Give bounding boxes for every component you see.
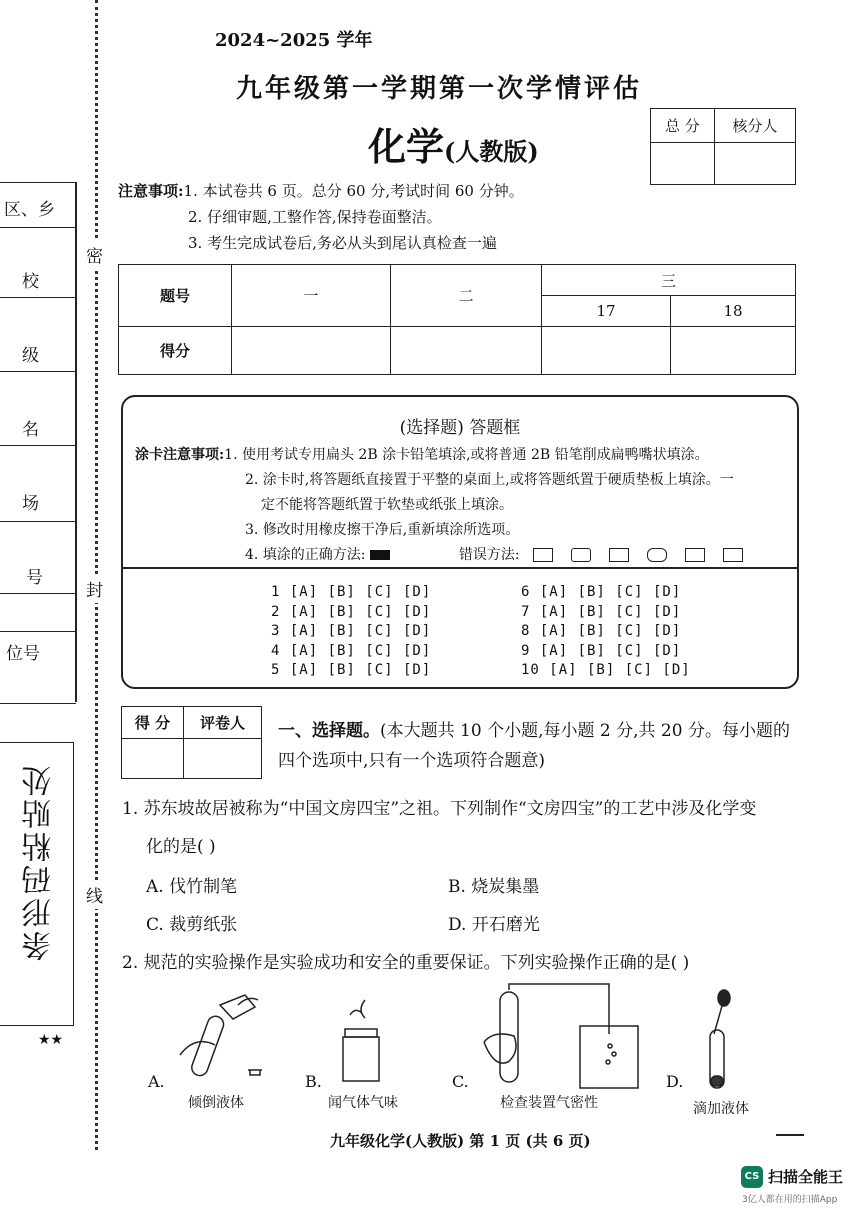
section-score-label: 得 分 <box>122 707 184 739</box>
notice-2b: 定不能将答题纸置于软垫或纸张上填涂。 <box>261 497 513 513</box>
answer-row-1[interactable]: 1 [A] [B] [C] [D] <box>271 584 432 600</box>
total-score-box <box>650 108 796 185</box>
notes-label: 注意事项: <box>118 182 184 200</box>
barcode-label: 条形码粘贴处 <box>22 763 57 961</box>
page-footer: 九年级化学(人教版) 第 1 页 (共 6 页) <box>330 1132 591 1150</box>
section-grader-label: 评卷人 <box>184 707 262 739</box>
label-district: 区、乡 <box>4 200 55 220</box>
score-cell-1[interactable] <box>232 327 391 375</box>
label-seat: 位号 <box>6 644 40 664</box>
label-number: 号 <box>26 568 43 588</box>
section-heading <box>278 716 790 776</box>
seal-char-mi: 密 <box>86 240 103 269</box>
section-score-box <box>121 706 262 779</box>
sub-col-17: 17 <box>542 296 671 327</box>
q2-stem: 2. 规范的实验操作是实验成功和安全的重要保证。下列实验操作正确的是( ) <box>122 953 690 973</box>
q1-option-a[interactable]: A. 伐竹制笔 <box>146 877 238 897</box>
total-score-cell[interactable] <box>651 143 715 185</box>
total-score-label: 总 分 <box>651 109 715 143</box>
answer-notices <box>135 443 752 568</box>
col-one: 一 <box>232 265 391 327</box>
section-score-cell[interactable] <box>122 739 184 779</box>
score-table <box>118 264 796 375</box>
seal-char-feng: 封 <box>86 574 103 603</box>
q2-option-b-caption: 闻气体气味 <box>328 1095 398 1111</box>
sub-col-18: 18 <box>671 296 796 327</box>
note-1: 1. 本试卷共 6 页。总分 60 分,考试时间 60 分钟。 <box>183 182 524 200</box>
dot-mark-icon <box>571 548 591 562</box>
answer-row-7[interactable]: 7 [A] [B] [C] [D] <box>521 603 682 620</box>
q1-option-c[interactable]: C. 裁剪纸张 <box>146 915 238 935</box>
notice-2: 2. 涂卡时,将答题纸直接置于平整的桌面上,或将答题纸置于硬质垫板上填涂。一 <box>245 472 734 488</box>
partial-mark-icon <box>685 548 705 562</box>
q1-option-d[interactable]: D. 开石磨光 <box>448 915 540 935</box>
correct-fill-icon <box>370 550 390 560</box>
col-three: 三 <box>542 265 796 296</box>
answer-row-8[interactable]: 8 [A] [B] [C] [D] <box>521 623 682 639</box>
binding-strip-border <box>75 182 77 702</box>
answer-row-9[interactable]: 9 [A] [B] [C] [D] <box>521 642 682 659</box>
seal-char-xian: 线 <box>86 880 103 909</box>
q2-option-a-letter[interactable]: A. <box>148 1072 165 1091</box>
airtightness-check-illustration <box>470 982 650 1090</box>
cross-mark-icon <box>609 548 629 562</box>
answer-rows-right <box>521 583 691 681</box>
q2-option-d-letter[interactable]: D. <box>666 1072 684 1091</box>
answer-box <box>121 395 799 689</box>
footer-dash <box>776 1134 804 1136</box>
section-heading-title: 一、选择题。 <box>278 721 380 741</box>
notice-label: 涂卡注意事项: <box>135 447 225 463</box>
note-2: 2. 仔细审题,工整作答,保持卷面整洁。 <box>188 208 442 226</box>
q2-option-b-letter[interactable]: B. <box>305 1072 322 1091</box>
answer-row-6[interactable]: 6 [A] [B] [C] [D] <box>521 584 682 600</box>
notice-4: 4. 填涂的正确方法: <box>245 547 366 563</box>
notice-3: 3. 修改时用橡皮擦干净后,重新填涂所选项。 <box>245 522 520 538</box>
check-mark-icon <box>533 548 553 562</box>
q2-option-c-caption: 检查装置气密性 <box>500 1095 598 1111</box>
label-grade: 级 <box>22 346 39 366</box>
answer-row-3[interactable]: 3 [A] [B] [C] [D] <box>271 623 432 639</box>
smell-gas-illustration <box>325 995 395 1085</box>
checker-cell[interactable] <box>714 143 795 185</box>
checker-label: 核分人 <box>714 109 795 143</box>
scanner-slogan: 3亿人都在用的扫描App <box>742 1195 838 1205</box>
row-label-score: 得分 <box>119 327 232 375</box>
score-cell-18[interactable] <box>671 327 796 375</box>
answer-row-4[interactable]: 4 [A] [B] [C] [D] <box>271 642 432 659</box>
scanner-brand: 扫描全能王 <box>768 1168 844 1186</box>
barcode-area[interactable] <box>0 742 74 1026</box>
section-desc-2: 四个选项中,只有一个选项符合题意) <box>278 751 546 771</box>
subject-name: 化学 <box>368 124 445 169</box>
label-room: 场 <box>22 494 39 514</box>
binding-strip <box>0 182 76 703</box>
pour-liquid-illustration <box>160 985 280 1085</box>
label-school: 校 <box>22 272 39 292</box>
q2-option-d-caption: 滴加液体 <box>693 1101 749 1117</box>
notes <box>118 178 524 256</box>
section-grader-cell[interactable] <box>184 739 262 779</box>
score-cell-2[interactable] <box>391 327 542 375</box>
note-3: 3. 考生完成试卷后,务必从头到尾认真检查一遍 <box>188 234 497 252</box>
school-year: 2024~2025 学年 <box>215 30 373 51</box>
answer-box-title: (选择题) 答题框 <box>399 418 521 438</box>
row-label-number: 题号 <box>119 265 232 327</box>
scanner-logo-icon: CS <box>741 1166 763 1188</box>
q2-option-c-letter[interactable]: C. <box>452 1072 469 1091</box>
q1-option-b[interactable]: B. 烧炭集墨 <box>448 877 540 897</box>
exam-title: 九年级第一学期第一次学情评估 <box>236 74 643 104</box>
answer-row-5[interactable]: 5 [A] [B] [C] [D] <box>271 662 432 678</box>
answer-box-divider <box>123 567 797 569</box>
answer-row-10[interactable]: 10 [A] [B] [C] [D] <box>521 662 691 678</box>
q1-stem-2: 化的是( ) <box>146 837 216 857</box>
dropper-illustration <box>700 988 740 1092</box>
score-cell-17[interactable] <box>542 327 671 375</box>
q1-stem-1: 1. 苏东坡故居被称为“中国文房四宝”之祖。下列制作“文房四宝”的工艺中涉及化学变 <box>122 799 757 819</box>
answer-rows-left <box>271 583 431 681</box>
col-two: 二 <box>391 265 542 327</box>
wrong-method-label: 错误方法: <box>458 547 520 563</box>
notice-1: 1. 使用考试专用扁头 2B 涂卡铅笔填涂,或将普通 2B 铅笔削成扁鸭嘴状填涂。 <box>224 447 709 463</box>
q2-option-a-caption: 倾倒液体 <box>188 1095 244 1111</box>
oval-mark-icon <box>647 548 667 562</box>
slash-mark-icon <box>723 548 743 562</box>
answer-row-2[interactable]: 2 [A] [B] [C] [D] <box>271 603 432 620</box>
section-desc-1: (本大题共 10 个小题,每小题 2 分,共 20 分。每小题的 <box>380 721 790 741</box>
subject-title <box>368 116 539 171</box>
stars: ★★ <box>38 1032 64 1048</box>
subject-edition: (人教版) <box>444 137 539 166</box>
label-name: 名 <box>22 420 39 440</box>
